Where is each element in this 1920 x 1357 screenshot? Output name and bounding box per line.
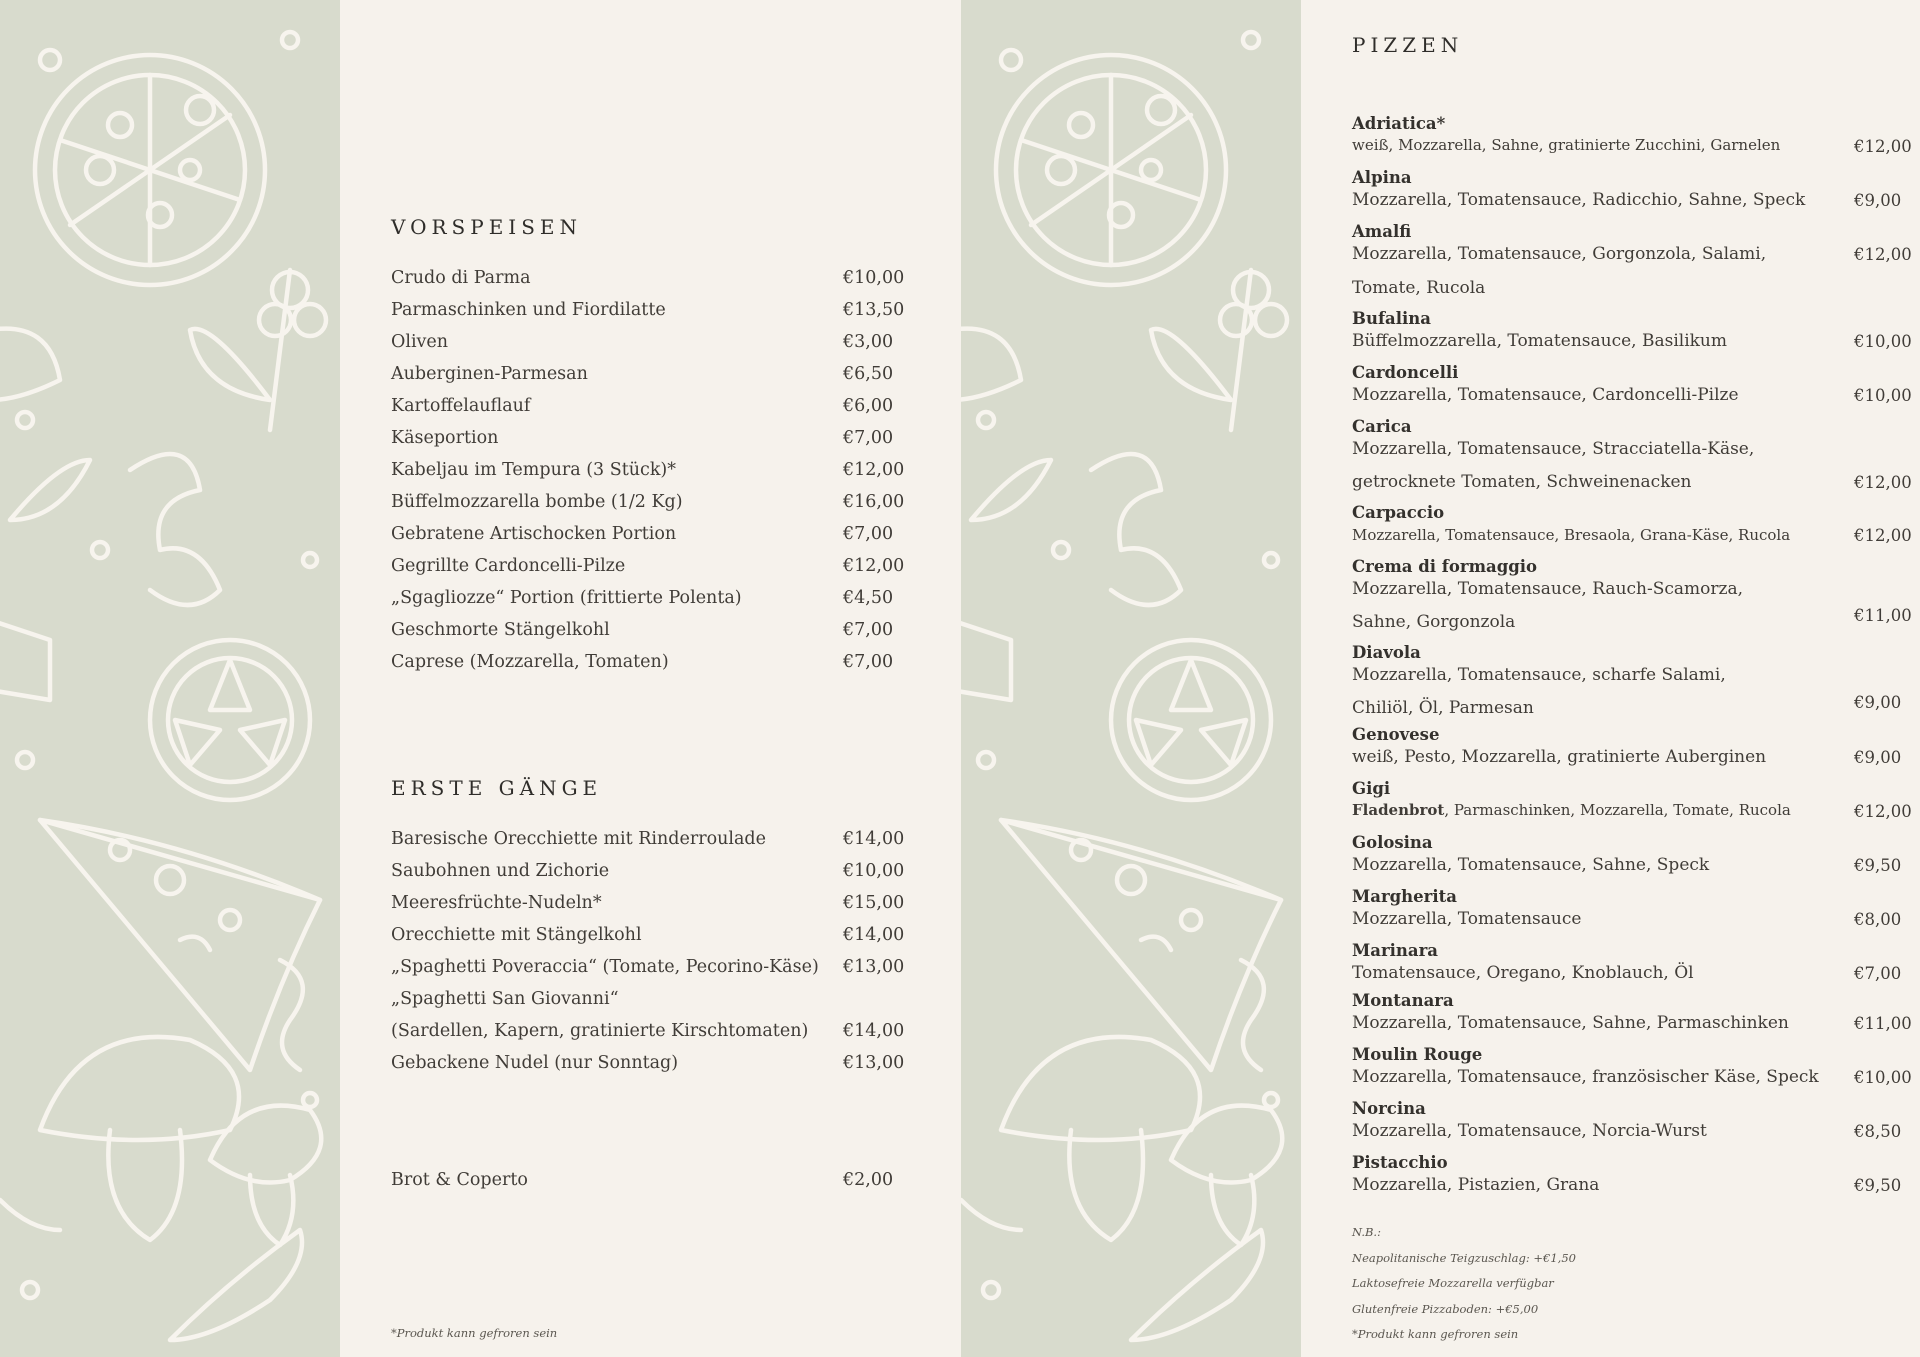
item-price: €10,00 — [843, 268, 905, 288]
pattern-strip-left — [0, 0, 340, 1357]
pizza-desc: Mozzarella, Tomatensauce, Gorgonzola, Salami, — [1352, 244, 1767, 264]
note-line: Glutenfreie Pizzaboden: +€5,00 — [1352, 1301, 1539, 1316]
pizza-desc: Mozzarella, Tomatensauce, Radicchio, Sahne, Speck — [1352, 190, 1806, 210]
pizza-name: Carpaccio — [1352, 503, 1445, 522]
item-price: €14,00 — [843, 925, 905, 945]
pizza-desc: Mozzarella, Tomatensauce, Sahne, Parmaschinken — [1352, 1013, 1789, 1033]
item-price: €2,00 — [843, 1170, 894, 1190]
item-price: €13,00 — [843, 957, 905, 977]
item-price: €13,00 — [843, 1053, 905, 1073]
pizza-name: Margherita — [1352, 887, 1457, 906]
pizza-price: €10,00 — [1854, 1068, 1912, 1087]
item-name: Käseportion — [391, 428, 499, 448]
item-name: Parmaschinken und Fiordilatte — [391, 300, 666, 320]
item-price: €7,00 — [843, 652, 894, 672]
item-name: Gegrillte Cardoncelli-Pilze — [391, 556, 626, 576]
pizza-name: Golosina — [1352, 833, 1433, 852]
item-name: Auberginen-Parmesan — [391, 364, 588, 384]
item-name: Saubohnen und Zichorie — [391, 861, 610, 881]
pizza-name: Adriatica* — [1352, 114, 1446, 133]
item-price: €10,00 — [843, 861, 905, 881]
pizza-price: €10,00 — [1854, 386, 1912, 405]
section-title-vorspeisen: VORSPEISEN — [391, 215, 583, 239]
pizza-desc: Büffelmozzarella, Tomatensauce, Basilikum — [1352, 331, 1728, 351]
item-price: €12,00 — [843, 460, 905, 480]
pizza-price: €12,00 — [1854, 473, 1912, 492]
pizza-name: Bufalina — [1352, 309, 1431, 328]
pizza-desc: Tomatensauce, Oregano, Knoblauch, Öl — [1352, 963, 1694, 983]
item-price: €7,00 — [843, 524, 894, 544]
pizza-price: €11,00 — [1854, 606, 1912, 625]
pizza-price: €9,50 — [1854, 1176, 1902, 1195]
item-name: (Sardellen, Kapern, gratinierte Kirschtomaten) — [391, 1021, 809, 1041]
doodle-pattern-left — [0, 0, 340, 1357]
pizza-price: €12,00 — [1854, 802, 1912, 821]
pizza-name: Montanara — [1352, 991, 1454, 1010]
item-price: €15,00 — [843, 893, 905, 913]
item-name: Kabeljau im Tempura (3 Stück)* — [391, 460, 677, 480]
pizza-price: €10,00 — [1854, 332, 1912, 351]
item-name: Büffelmozzarella bombe (1/2 Kg) — [391, 492, 683, 512]
doodle-pattern-right — [961, 0, 1301, 1357]
pizza-desc: Mozzarella, Pistazien, Grana — [1352, 1175, 1600, 1195]
item-price: €7,00 — [843, 428, 894, 448]
pizza-price: €8,50 — [1854, 1122, 1902, 1141]
pattern-strip-right — [961, 0, 1301, 1357]
pizza-price: €9,00 — [1854, 693, 1902, 712]
page-right — [1301, 0, 1920, 1357]
item-price: €6,00 — [843, 396, 894, 416]
pizza-price: €12,00 — [1854, 245, 1912, 264]
section-title-erste-gaenge: ERSTE GÄNGE — [391, 776, 603, 800]
footnote-frozen: *Produkt kann gefroren sein — [391, 1326, 558, 1340]
pizza-desc: weiß, Pesto, Mozzarella, gratinierte Auberginen — [1352, 747, 1767, 767]
pizza-desc — [1352, 801, 1791, 819]
pizza-desc: Mozzarella, Tomatensauce — [1352, 909, 1582, 929]
pizza-name: Cardoncelli — [1352, 363, 1459, 382]
item-name: „Spaghetti Poveraccia“ (Tomate, Pecorino-Käse) — [391, 957, 819, 977]
pizza-desc: Mozzarella, Tomatensauce, Norcia-Wurst — [1352, 1121, 1707, 1141]
item-name: Gebackene Nudel (nur Sonntag) — [391, 1053, 679, 1073]
pizza-name: Marinara — [1352, 941, 1438, 960]
item-name: Oliven — [391, 332, 449, 352]
note-line: Laktosefreie Mozzarella verfügbar — [1352, 1276, 1554, 1290]
pizza-price: €8,00 — [1854, 910, 1902, 929]
pizza-desc-line2: Tomate, Rucola — [1352, 278, 1486, 298]
pizza-desc: Mozzarella, Tomatensauce, scharfe Salami, — [1352, 665, 1726, 685]
item-name: Meeresfrüchte-Nudeln* — [391, 893, 602, 913]
item-name: Brot & Coperto — [391, 1170, 528, 1190]
pizza-price: €9,00 — [1854, 191, 1902, 210]
item-name: Gebratene Artischocken Portion — [391, 524, 677, 544]
pizza-desc: Mozzarella, Tomatensauce, Stracciatella-Käse, — [1352, 439, 1755, 459]
item-name: Geschmorte Stängelkohl — [391, 620, 610, 640]
section-title-pizzen: PIZZEN — [1352, 33, 1464, 57]
pizza-desc: weiß, Mozzarella, Sahne, gratinierte Zucchini, Garnelen — [1352, 136, 1781, 154]
pizza-desc-rest: , Parmaschinken, Mozzarella, Tomate, Rucola — [1444, 801, 1791, 819]
pizza-price: €9,00 — [1854, 748, 1902, 767]
item-price: €7,00 — [843, 620, 894, 640]
item-name: „Spaghetti San Giovanni“ — [391, 989, 619, 1009]
item-name: Caprese (Mozzarella, Tomaten) — [391, 652, 669, 672]
note-line: N.B.: — [1352, 1225, 1381, 1239]
item-price: €13,50 — [843, 300, 905, 320]
pizza-name: Amalfi — [1352, 222, 1412, 241]
pizza-price: €12,00 — [1854, 526, 1912, 545]
pizza-desc: Mozzarella, Tomatensauce, Bresaola, Grana-Käse, Rucola — [1352, 526, 1791, 544]
item-price: €4,50 — [843, 588, 894, 608]
pizza-desc: Mozzarella, Tomatensauce, Sahne, Speck — [1352, 855, 1710, 875]
pizza-name: Crema di formaggio — [1352, 557, 1538, 576]
item-name: Orecchiette mit Stängelkohl — [391, 925, 642, 945]
pizza-name: Alpina — [1352, 168, 1412, 187]
pizza-price: €12,00 — [1854, 137, 1912, 156]
pizza-desc: Mozzarella, Tomatensauce, französischer Käse, Speck — [1352, 1067, 1819, 1087]
item-name: „Sgagliozze“ Portion (frittierte Polenta) — [391, 588, 742, 608]
page-left — [340, 0, 961, 1357]
pizza-price: €11,00 — [1854, 1014, 1912, 1033]
item-price: €14,00 — [843, 829, 905, 849]
item-price: €12,00 — [843, 556, 905, 576]
item-price: €3,00 — [843, 332, 894, 352]
pizza-name: Carica — [1352, 417, 1412, 436]
pizza-name: Moulin Rouge — [1352, 1045, 1483, 1064]
pizza-name: Pistacchio — [1352, 1153, 1448, 1172]
pizza-desc-line2: Sahne, Gorgonzola — [1352, 612, 1516, 632]
item-name: Kartoffelauflauf — [391, 396, 531, 416]
pizza-name: Diavola — [1352, 643, 1421, 662]
note-line: Neapolitanische Teigzuschlag: +€1,50 — [1352, 1250, 1576, 1265]
item-price: €14,00 — [843, 1021, 905, 1041]
pizza-name: Norcina — [1352, 1099, 1426, 1118]
pizza-price: €9,50 — [1854, 856, 1902, 875]
item-price: €6,50 — [843, 364, 894, 384]
pizza-desc-line2: getrocknete Tomaten, Schweinenacken — [1352, 472, 1692, 492]
pizza-price: €7,00 — [1854, 964, 1902, 983]
pizza-name: Gigi — [1352, 779, 1391, 798]
pizza-desc: Mozzarella, Tomatensauce, Rauch-Scamorza, — [1352, 579, 1744, 599]
pizza-name: Genovese — [1352, 725, 1440, 744]
pizza-notes — [1352, 1225, 1576, 1353]
pizza-desc-line2: Chiliöl, Öl, Parmesan — [1352, 698, 1534, 718]
item-name: Crudo di Parma — [391, 268, 531, 288]
pizza-desc: Mozzarella, Tomatensauce, Cardoncelli-Pilze — [1352, 385, 1739, 405]
item-name: Baresische Orecchiette mit Rinderroulade — [391, 829, 766, 849]
pizza-desc-bold: Fladenbrot — [1352, 801, 1445, 819]
note-line: *Produkt kann gefroren sein — [1352, 1327, 1519, 1341]
item-price: €16,00 — [843, 492, 905, 512]
